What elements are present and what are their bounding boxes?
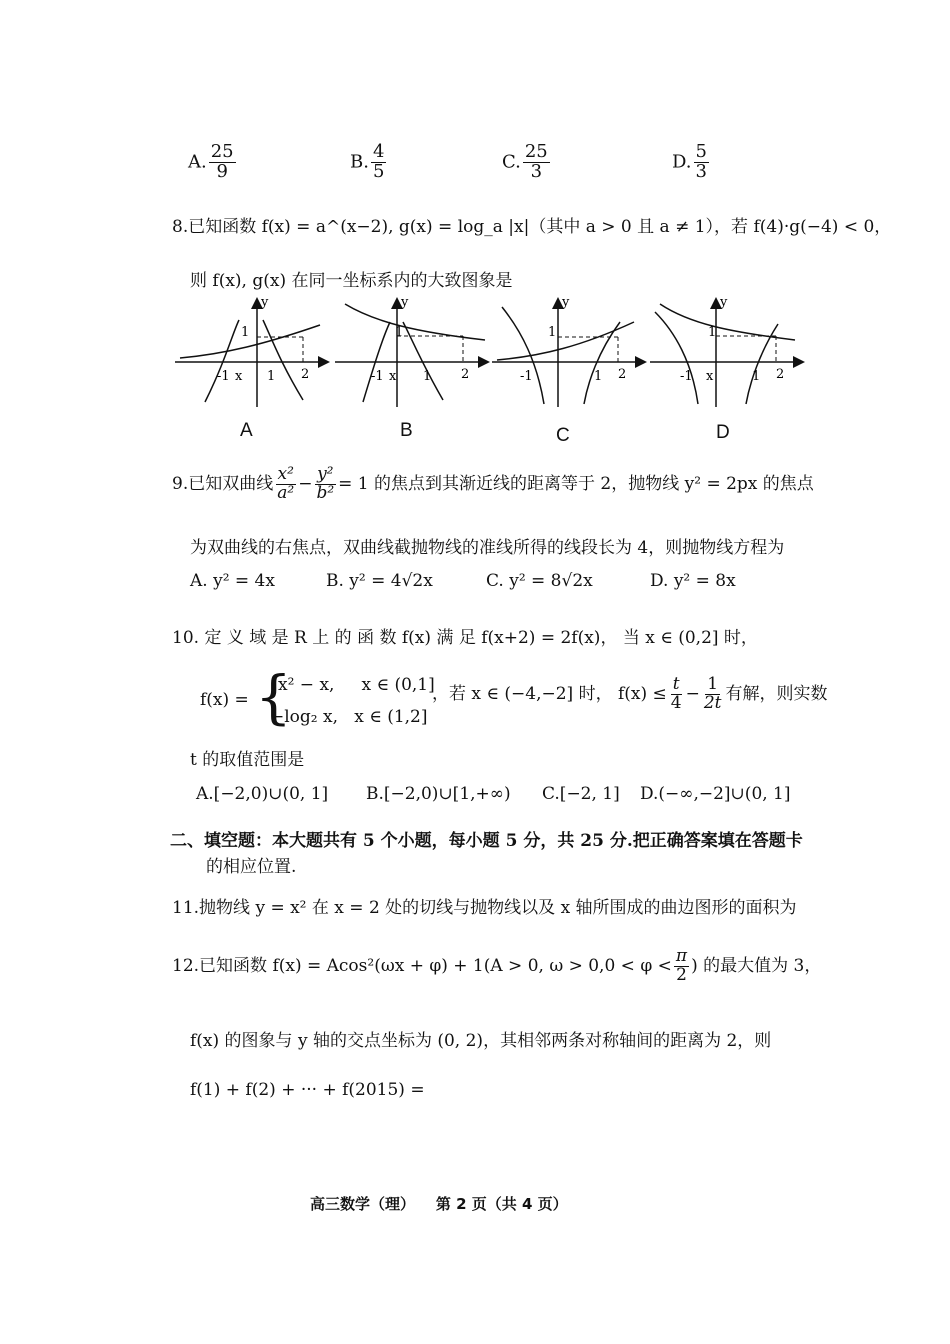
q7-option-d: D. $\frac{5}{3}$ bbox=[672, 141, 707, 182]
one-label: 1 bbox=[423, 369, 432, 384]
one-label: 1 bbox=[548, 325, 557, 340]
y-label: y bbox=[562, 295, 570, 310]
neg-one-label: -1 bbox=[680, 369, 693, 384]
q7-option-b: B. $\frac{4}{5}$ bbox=[350, 141, 385, 182]
q8-line2: 则 f(x), g(x) 在同一坐标系内的大致图象是 bbox=[190, 271, 513, 291]
q10-option-a: A.[−2,0)∪(0, 1] bbox=[196, 784, 329, 804]
neg-one-label: -1 bbox=[371, 369, 384, 384]
q10-case1: x² − x, x ∈ (0,1] bbox=[278, 675, 435, 695]
graph-d bbox=[650, 292, 810, 412]
q9-option-b: B. y² = 4√2x bbox=[326, 571, 433, 591]
one-label: 1 bbox=[395, 325, 404, 340]
graph-a bbox=[175, 292, 335, 412]
x-label: x bbox=[235, 369, 243, 384]
one-label: 1 bbox=[752, 369, 761, 384]
graph-b bbox=[335, 292, 495, 412]
y-label: y bbox=[261, 295, 269, 310]
q9-option-c: C. y² = 8√2x bbox=[486, 571, 593, 591]
two-label: 2 bbox=[618, 367, 627, 382]
q9-option-d: D. y² = 8x bbox=[650, 571, 736, 591]
q10-brace: { bbox=[255, 663, 292, 731]
section2-line1: 二、填空题：本大题共有 5 个小题，每小题 5 分，共 25 分.把正确答案填在答题卡 bbox=[170, 831, 803, 851]
graph-label-d: D bbox=[716, 422, 730, 443]
q10-fx-label: f(x) = bbox=[200, 690, 249, 710]
y-label: y bbox=[720, 295, 728, 310]
two-label: 2 bbox=[301, 367, 310, 382]
q9-line2: 为双曲线的右焦点，双曲线截抛物线的准线所得的线段长为 4，则抛物线方程为 bbox=[190, 538, 785, 558]
two-label: 2 bbox=[461, 367, 470, 382]
graph-label-a: A bbox=[240, 420, 253, 441]
q10-condition: ，若 x ∈ (−4,−2] 时， f(x) ≤ $\frac{t}{4}$ − $\frac{1}{2t}$ 有解，则实数 bbox=[432, 674, 828, 713]
one-label: 1 bbox=[708, 325, 717, 340]
q11-text: 11.抛物线 y = x² 在 x = 2 处的切线与抛物线以及 x 轴所围成的曲边图形的面积为 bbox=[172, 898, 797, 918]
one-label: 1 bbox=[267, 369, 276, 384]
neg-one-label: -1 bbox=[520, 369, 533, 384]
one-label: 1 bbox=[241, 325, 250, 340]
y-label: y bbox=[401, 295, 409, 310]
q9-line1: 9.已知双曲线 $\frac{\text{x²}}{\text{a²}}$ − $\frac{\text{y²}}{\text{b²}}$ = 1 的焦点到其渐近线的距离等于 2，抛物线 y² = 2px 的焦点 bbox=[172, 464, 814, 503]
q12-line1: 12.已知函数 f(x) = Acos²(ωx + φ) + 1(A > 0, ω > 0,0 < φ < $\frac{\pi}{2}$ ) 的最大值为 3， bbox=[172, 946, 822, 985]
one-label: 1 bbox=[594, 369, 603, 384]
page-footer: 高三数学（理） 第 2 页（共 4 页） bbox=[310, 1195, 568, 1213]
x-label: x bbox=[389, 369, 397, 384]
graph-label-b: B bbox=[400, 420, 413, 441]
q7-option-c: C. $\frac{25}{3}$ bbox=[502, 141, 548, 182]
q10-line1: 10. 定 义 域 是 R 上 的 函 数 f(x) 满 足 f(x+2) = 2f(x)， 当 x ∈ (0,2] 时， bbox=[172, 628, 758, 648]
two-label: 2 bbox=[776, 367, 785, 382]
q10-case2: −log₂ x, x ∈ (1,2] bbox=[270, 707, 428, 727]
graph-label-c: C bbox=[556, 425, 570, 446]
q7-option-a: A. $\frac{25}{9}$ bbox=[188, 141, 234, 182]
graph-c bbox=[492, 292, 652, 412]
q8-line1: 8.已知函数 f(x) = a^(x−2), g(x) = log_a |x|（其中 a > 0 且 a ≠ 1），若 f(4)·g(−4) < 0， bbox=[172, 217, 892, 237]
x-label: x bbox=[706, 369, 714, 384]
q9-option-a: A. y² = 4x bbox=[190, 571, 275, 591]
section2-line2: 的相应位置. bbox=[206, 857, 297, 877]
q10-option-b: B.[−2,0)∪[1,+∞) bbox=[366, 784, 511, 804]
q12-line2: f(x) 的图象与 y 轴的交点坐标为 (0, 2)，其相邻两条对称轴间的距离为 2，则 bbox=[190, 1031, 772, 1051]
q10-line3: t 的取值范围是 bbox=[190, 750, 305, 770]
q12-line3: f(1) + f(2) + ··· + f(2015) = bbox=[190, 1080, 425, 1100]
q10-option-c: C.[−2, 1] bbox=[542, 784, 620, 804]
neg-one-label: -1 bbox=[217, 369, 230, 384]
q10-option-d: D.(−∞,−2]∪(0, 1] bbox=[640, 784, 791, 804]
